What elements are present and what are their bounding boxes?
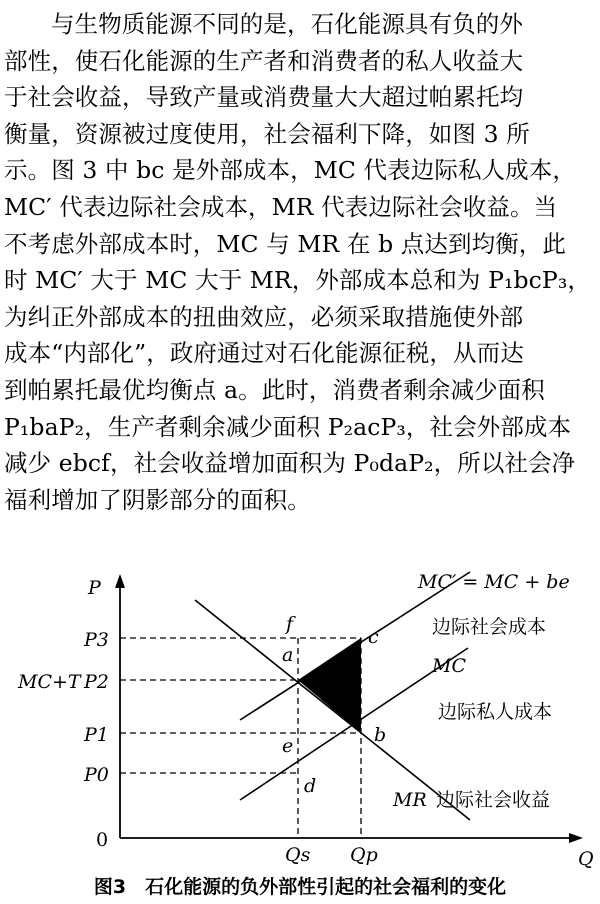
point-f: f: [286, 613, 294, 635]
axis-y-label: P: [88, 577, 101, 599]
mc-label: MC: [432, 655, 466, 677]
mc-desc: 边际私人成本: [438, 701, 553, 723]
text-line-12: P₁baP₂，生产者剩余减少面积 P₂acP₃，社会外部成本: [4, 412, 572, 441]
text-line-3: 于社会收益，导致产量或消费量大大超过帕累托均: [4, 83, 524, 112]
point-b: b: [374, 724, 387, 746]
tick-p3: P3: [84, 629, 109, 651]
text-line-2: 部性，使石化能源的生产者和消费者的私人收益大: [4, 46, 524, 75]
figure-caption: 图3 石化能源的负外部性引起的社会福利的变化: [93, 876, 507, 898]
economics-figure: [0, 560, 600, 870]
text-line-1: 与生物质能源不同的是，石化能源具有负的外: [51, 10, 523, 38]
mr-curve: [195, 600, 470, 820]
text-line-4: 衡量，资源被过度使用，社会福利下降，如图 3 所: [4, 119, 530, 148]
mc-prime-desc: 边际社会成本: [432, 616, 547, 638]
body-paragraph: [4, 6, 594, 518]
x-axis-arrow-icon: [569, 833, 583, 843]
tick-qs: Qs: [285, 844, 311, 866]
tick-mc-plus-t: MC+T: [18, 671, 81, 693]
origin-label: 0: [96, 829, 109, 851]
point-c: c: [368, 626, 379, 648]
axis-x-label: Q: [578, 848, 594, 870]
text-line-11: 到帕累托最优均衡点 a。此时，消费者剩余减少面积: [4, 375, 545, 404]
tick-qp: Qp: [350, 844, 378, 866]
y-axis-arrow-icon: [115, 574, 125, 588]
tick-p0: P0: [84, 764, 109, 786]
tick-p1: P1: [84, 724, 109, 746]
text-line-14: 福利增加了阴影部分的面积。: [4, 485, 311, 514]
text-line-13: 减少 ebcf，社会收益增加面积为 P₀daP₂，所以社会净: [4, 449, 576, 478]
tick-p2: P2: [84, 671, 109, 693]
deadweight-shaded-area: [298, 638, 361, 733]
text-line-8: 时 MC′ 大于 MC 大于 MR，外部成本总和为 P₁bcP₃，: [4, 266, 591, 295]
text-line-6: MC′ 代表边际社会成本，MR 代表边际社会收益。当: [4, 192, 558, 221]
text-line-10: 成本“内部化”，政府通过对石化能源征税，从而达: [4, 339, 524, 368]
mc-prime-label: MC′ = MC + be: [418, 571, 570, 593]
point-e: e: [282, 735, 294, 757]
mr-desc: 边际社会收益: [436, 789, 551, 811]
point-a: a: [282, 644, 294, 666]
mr-label: MR: [393, 789, 427, 811]
point-d: d: [304, 775, 317, 797]
text-line-5: 示。图 3 中 bc 是外部成本，MC 代表边际私人成本，: [4, 156, 576, 185]
text-line-7: 不考虑外部成本时，MC 与 MR 在 b 点达到均衡，此: [4, 229, 566, 258]
text-line-9: 为纠正外部成本的扭曲效应，必须采取措施使外部: [4, 302, 524, 331]
